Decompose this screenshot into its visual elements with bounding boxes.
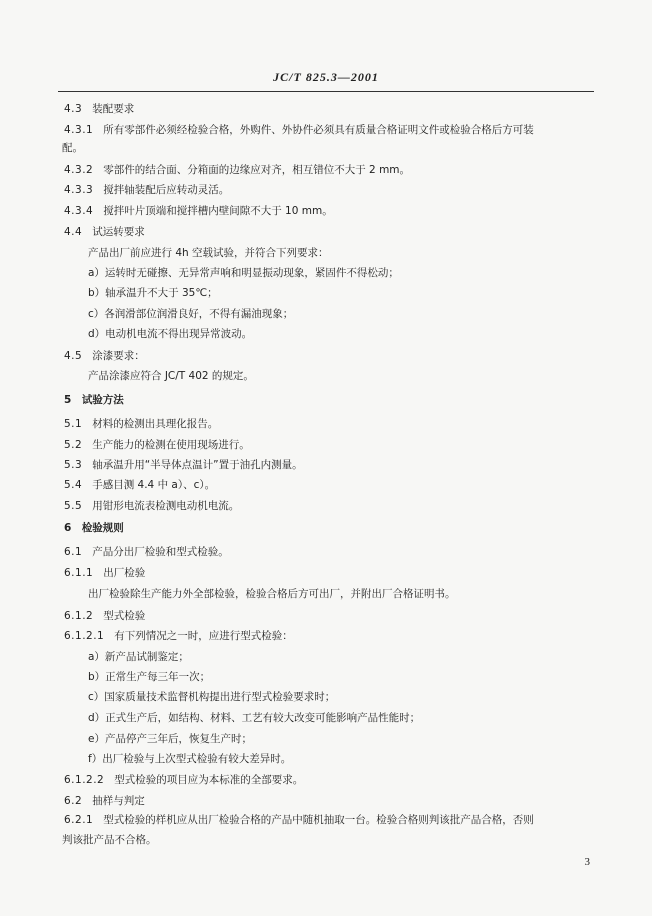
clause-number: 4.3 [64, 103, 83, 115]
clause-text: 试验方法 [81, 394, 124, 406]
clause-text: 手感目测 4.4 中 a）、c）。 [92, 479, 216, 491]
clause-number: 4.4 [64, 226, 83, 238]
clause-text: 试运转要求 [92, 226, 145, 238]
text-line [64, 567, 145, 580]
clause-text: 产品分出厂检验和型式检验。 [92, 546, 229, 558]
text-line [64, 439, 250, 452]
clause-text: 配。 [62, 142, 83, 154]
clause-number: 6.1.2 [64, 610, 94, 622]
clause-text: a）新产品试制鉴定； [88, 651, 189, 663]
text-line [64, 459, 303, 472]
text-line [64, 522, 124, 535]
header-rule [58, 91, 594, 92]
text-line [88, 247, 329, 260]
text-line [88, 671, 210, 684]
clause-text: 搅拌叶片顶端和搅拌槽内壁间隙不大于 10 mm。 [103, 205, 333, 217]
text-line [64, 124, 534, 137]
clause-number: 5.5 [64, 500, 83, 512]
clause-text: 出厂检验 [103, 567, 146, 579]
document-header-code: JC/T 825.3—2001 [273, 70, 379, 84]
clause-number: 5.4 [64, 479, 83, 491]
clause-text: 检验规则 [81, 522, 124, 534]
clause-text: 型式检验的样机应从出厂检验合格的产品中随机抽取一台。检验合格则判该批产品合格，否则 [103, 814, 534, 826]
text-line [64, 418, 218, 431]
text-line [88, 328, 252, 341]
clause-number: 4.3.3 [64, 184, 94, 196]
text-line [62, 834, 157, 847]
text-line [64, 226, 145, 239]
clause-text: 用钳形电流表检测电动机电流。 [92, 500, 240, 512]
text-line [88, 308, 293, 321]
clause-text: b）轴承温升不大于 35℃； [88, 287, 218, 299]
clause-text: f）出厂检验与上次型式检验有较大差异时。 [88, 753, 292, 765]
clause-number: 6.1.2.1 [64, 630, 105, 642]
clause-text: 型式检验的项目应为本标准的全部要求。 [114, 774, 304, 786]
page-number: 3 [584, 856, 590, 868]
clause-text: b）正常生产每三年一次； [88, 671, 211, 683]
clause-text: 材料的检测出具理化报告。 [92, 418, 219, 430]
clause-text: 抽样与判定 [92, 795, 145, 807]
clause-number: 4.5 [64, 350, 83, 362]
clause-text: d）电动机电流不得出现异常波动。 [88, 328, 253, 340]
clause-number: 4.3.4 [64, 205, 94, 217]
text-line [88, 651, 189, 664]
clause-number: 4.3.1 [64, 124, 94, 136]
clause-text: 产品涂漆应符合 JC/T 402 的规定。 [88, 370, 254, 382]
text-line [64, 500, 239, 513]
clause-text: 生产能力的检测在使用现场进行。 [92, 439, 250, 451]
clause-number: 5 [64, 394, 72, 406]
text-line [64, 350, 145, 363]
clause-number: 6.2.1 [64, 814, 94, 826]
text-line [88, 370, 254, 383]
clause-text: 零部件的结合面、分箱面的边缘应对齐，相互错位不大于 2 mm。 [103, 164, 411, 176]
text-line [64, 546, 229, 559]
text-line [88, 267, 399, 280]
clause-text: c）国家质量技术监督机构提出进行型式检验要求时； [88, 691, 336, 703]
text-line [64, 103, 134, 116]
clause-number: 6.2 [64, 795, 83, 807]
text-line [64, 394, 124, 407]
clause-text: 所有零部件必须经检验合格，外购件、外协件必须具有质量合格证明文件或检验合格后方可装 [103, 124, 534, 136]
clause-text: 涂漆要求： [92, 350, 145, 362]
text-line [64, 610, 145, 623]
clause-text: 产品出厂前应进行 4h 空载试验，并符合下列要求： [88, 247, 329, 259]
text-line [64, 774, 303, 787]
clause-text: 装配要求 [92, 103, 135, 115]
text-line [64, 205, 333, 218]
clause-text: a）运转时无碰擦、无异常声响和明显振动现象，紧固件不得松动； [88, 267, 399, 279]
text-line [64, 795, 145, 808]
text-line [64, 630, 293, 643]
clause-number: 5.1 [64, 418, 83, 430]
text-line [64, 814, 534, 827]
text-line [88, 287, 218, 300]
clause-text: e）产品停产三年后，恢复生产时； [88, 733, 252, 745]
clause-text: 出厂检验除生产能力外全部检验，检验合格后方可出厂，并附出厂合格证明书。 [88, 588, 456, 600]
clause-text: c）各润滑部位润滑良好，不得有漏油现象； [88, 308, 294, 320]
text-line [64, 479, 215, 492]
text-line [88, 712, 420, 725]
clause-number: 5.3 [64, 459, 83, 471]
clause-text: d）正式生产后，如结构、材料、工艺有较大改变可能影响产品性能时； [88, 712, 421, 724]
text-line [64, 164, 410, 177]
clause-text: 有下列情况之一时，应进行型式检验： [114, 630, 293, 642]
clause-number: 6.1.2.2 [64, 774, 105, 786]
clause-number: 6 [64, 522, 72, 534]
clause-text: 轴承温升用“半导体点温计”置于油孔内测量。 [92, 459, 303, 471]
text-line [88, 733, 252, 746]
text-line [88, 588, 456, 601]
text-line [64, 184, 229, 197]
text-line [88, 691, 335, 704]
clause-number: 4.3.2 [64, 164, 94, 176]
clause-text: 型式检验 [103, 610, 146, 622]
text-line [62, 142, 83, 155]
clause-number: 6.1.1 [64, 567, 94, 579]
clause-text: 判该批产品不合格。 [62, 834, 157, 846]
clause-number: 5.2 [64, 439, 83, 451]
clause-number: 6.1 [64, 546, 83, 558]
text-line [88, 753, 291, 766]
clause-text: 搅拌轴装配后应转动灵活。 [103, 184, 230, 196]
